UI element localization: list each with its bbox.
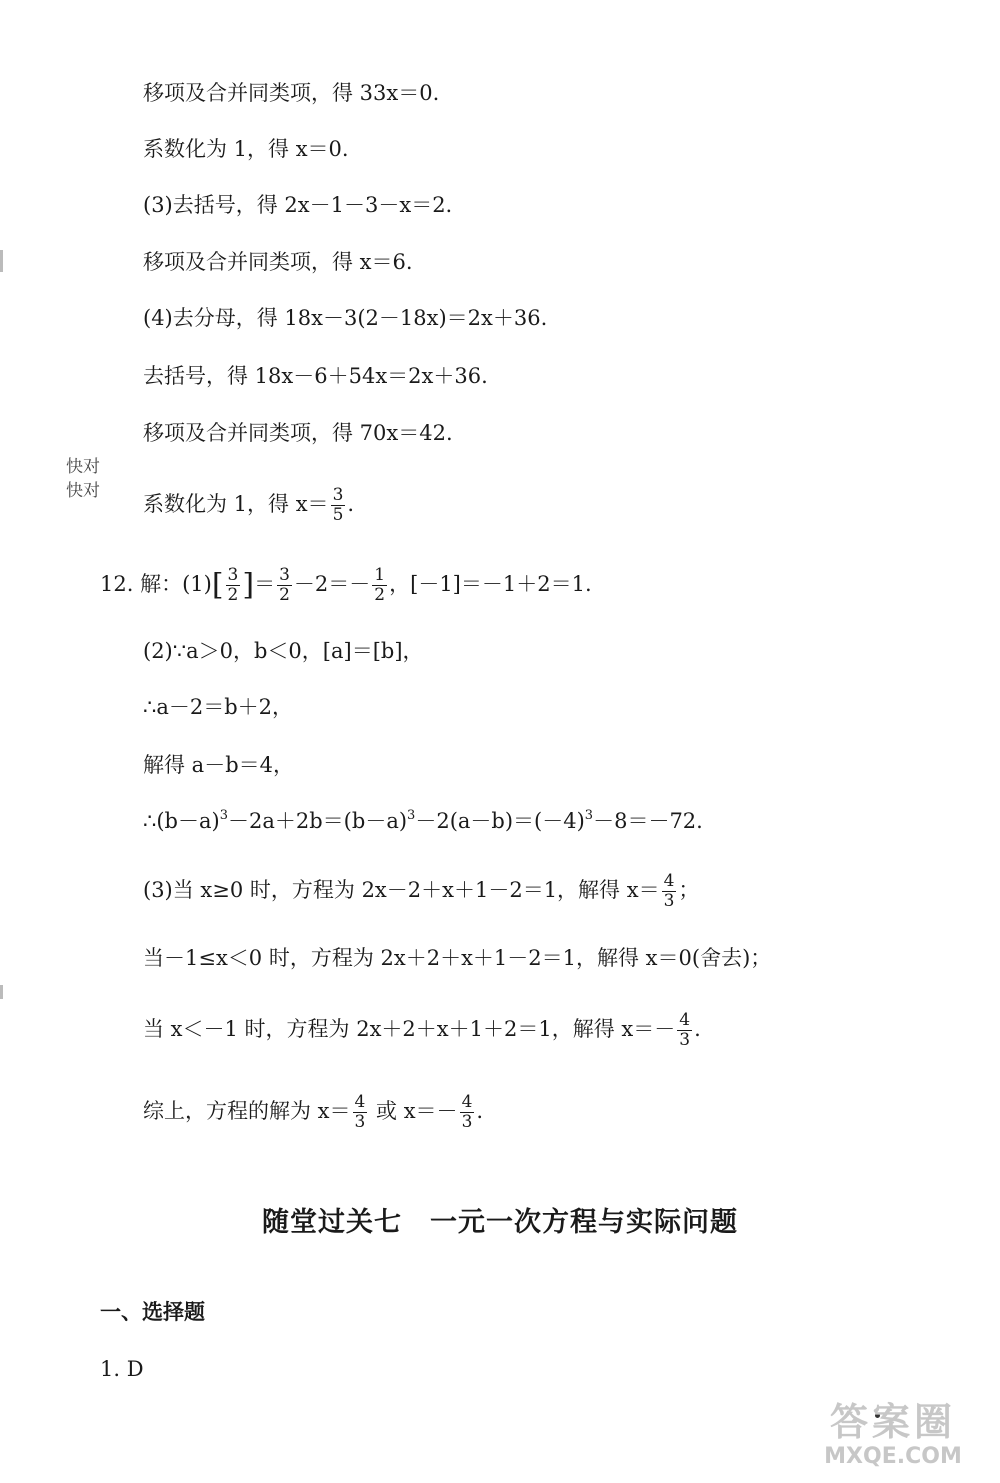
numerator: 4 [354,1092,366,1112]
line-text: ∴(b－a) [143,809,220,833]
numerator: 1 [374,565,386,585]
line-text: 或 x＝－ [369,1099,458,1123]
numerator: 4 [663,871,675,891]
denominator: 3 [679,1030,691,1050]
floor-bracket-close: ] [242,567,255,603]
text-line: (3)去括号，得 2x－1－3－x＝2. [143,193,453,217]
line-text: ，[－1]＝－1＋2＝1. [389,572,592,596]
denominator: 3 [461,1112,473,1132]
question-number: 12. 解：(1) [100,572,212,596]
watermark-logo: 答案圈 [829,1400,956,1444]
watermark [808,1400,978,1475]
text-line: (4)去分母，得 18x－3(2－18x)＝2x＋36. [143,306,548,330]
section-title: 随堂过关七 一元一次方程与实际问题 [262,1207,738,1238]
exponent: 3 [584,808,594,823]
watermark-url: MXQE.COM [824,1444,962,1469]
fraction [677,1011,692,1050]
margin-note: 快对 [66,481,100,501]
line-text: 当 x＜－1 时，方程为 2x＋2＋x＋1＋2＝1，解得 x＝－ [143,1017,676,1041]
scan-edge-mark [0,250,3,272]
text-line: ∴a－2＝b＋2， [143,695,294,719]
line-text: －2a＋2b＝(b－a) [228,809,408,833]
line-text: －2＝－ [293,572,371,596]
fraction [460,1093,475,1132]
line-text: . [476,1099,484,1123]
numerator: 4 [679,1010,691,1030]
exponent: 3 [219,808,228,823]
denominator: 2 [279,585,290,605]
denominator: 2 [374,585,386,605]
fraction [277,566,292,605]
answer-line: 1. D [100,1357,144,1381]
fraction [662,872,677,911]
line-text: ； [678,878,700,902]
fraction [353,1093,368,1132]
floor-bracket-open: [ [211,567,224,603]
scan-edge-mark [0,985,3,999]
line-text: ＝ [254,572,276,596]
denominator: 3 [354,1112,366,1132]
text-line: 当－1≤x＜0 时，方程为 2x＋2＋x＋1－2＝1，解得 x＝0(舍去)； [143,946,772,970]
question-12-line [100,566,592,605]
denominator: 3 [663,891,675,911]
text-line: 去括号，得 18x－6＋54x＝2x＋36. [143,364,488,388]
fraction [372,566,387,605]
text-line: 移项及合并同类项，得 x＝6. [143,250,413,274]
line-text: . [694,1017,701,1041]
denominator: 2 [227,585,239,605]
numerator: 4 [461,1092,473,1112]
text-line: 移项及合并同类项，得 70x＝42. [143,421,453,445]
text-line: 系数化为 1，得 x＝0. [143,137,349,161]
line-text: 综上，方程的解为 x＝ [143,1099,351,1123]
fraction [331,486,346,525]
text-line [143,872,699,911]
margin-note: 快对 [66,457,100,477]
text-line: (2)∵a＞0，b＜0，[a]＝[b]， [143,639,424,663]
line-text: 系数化为 1，得 x＝ [143,492,329,516]
line-text: (3)当 x≥0 时，方程为 2x－2＋x＋1－2＝1，解得 x＝ [143,878,660,902]
fraction [226,566,241,605]
exponent: 3 [407,808,416,823]
subsection-heading: 一、选择题 [100,1300,205,1324]
line-text: －8＝－72. [593,809,703,833]
text-line: 解得 a－b＝4， [143,753,294,777]
line-text: －2(a－b)＝(－4) [415,809,585,833]
text-line [143,1093,483,1132]
text-line [143,1011,701,1050]
line-text: . [347,492,355,516]
numerator: 3 [227,565,239,585]
text-line [143,806,703,836]
text-line [143,486,354,525]
denominator: 5 [332,505,344,525]
numerator: 3 [332,485,344,505]
text-line: 移项及合并同类项，得 33x＝0. [143,81,440,105]
numerator: 3 [279,565,290,585]
